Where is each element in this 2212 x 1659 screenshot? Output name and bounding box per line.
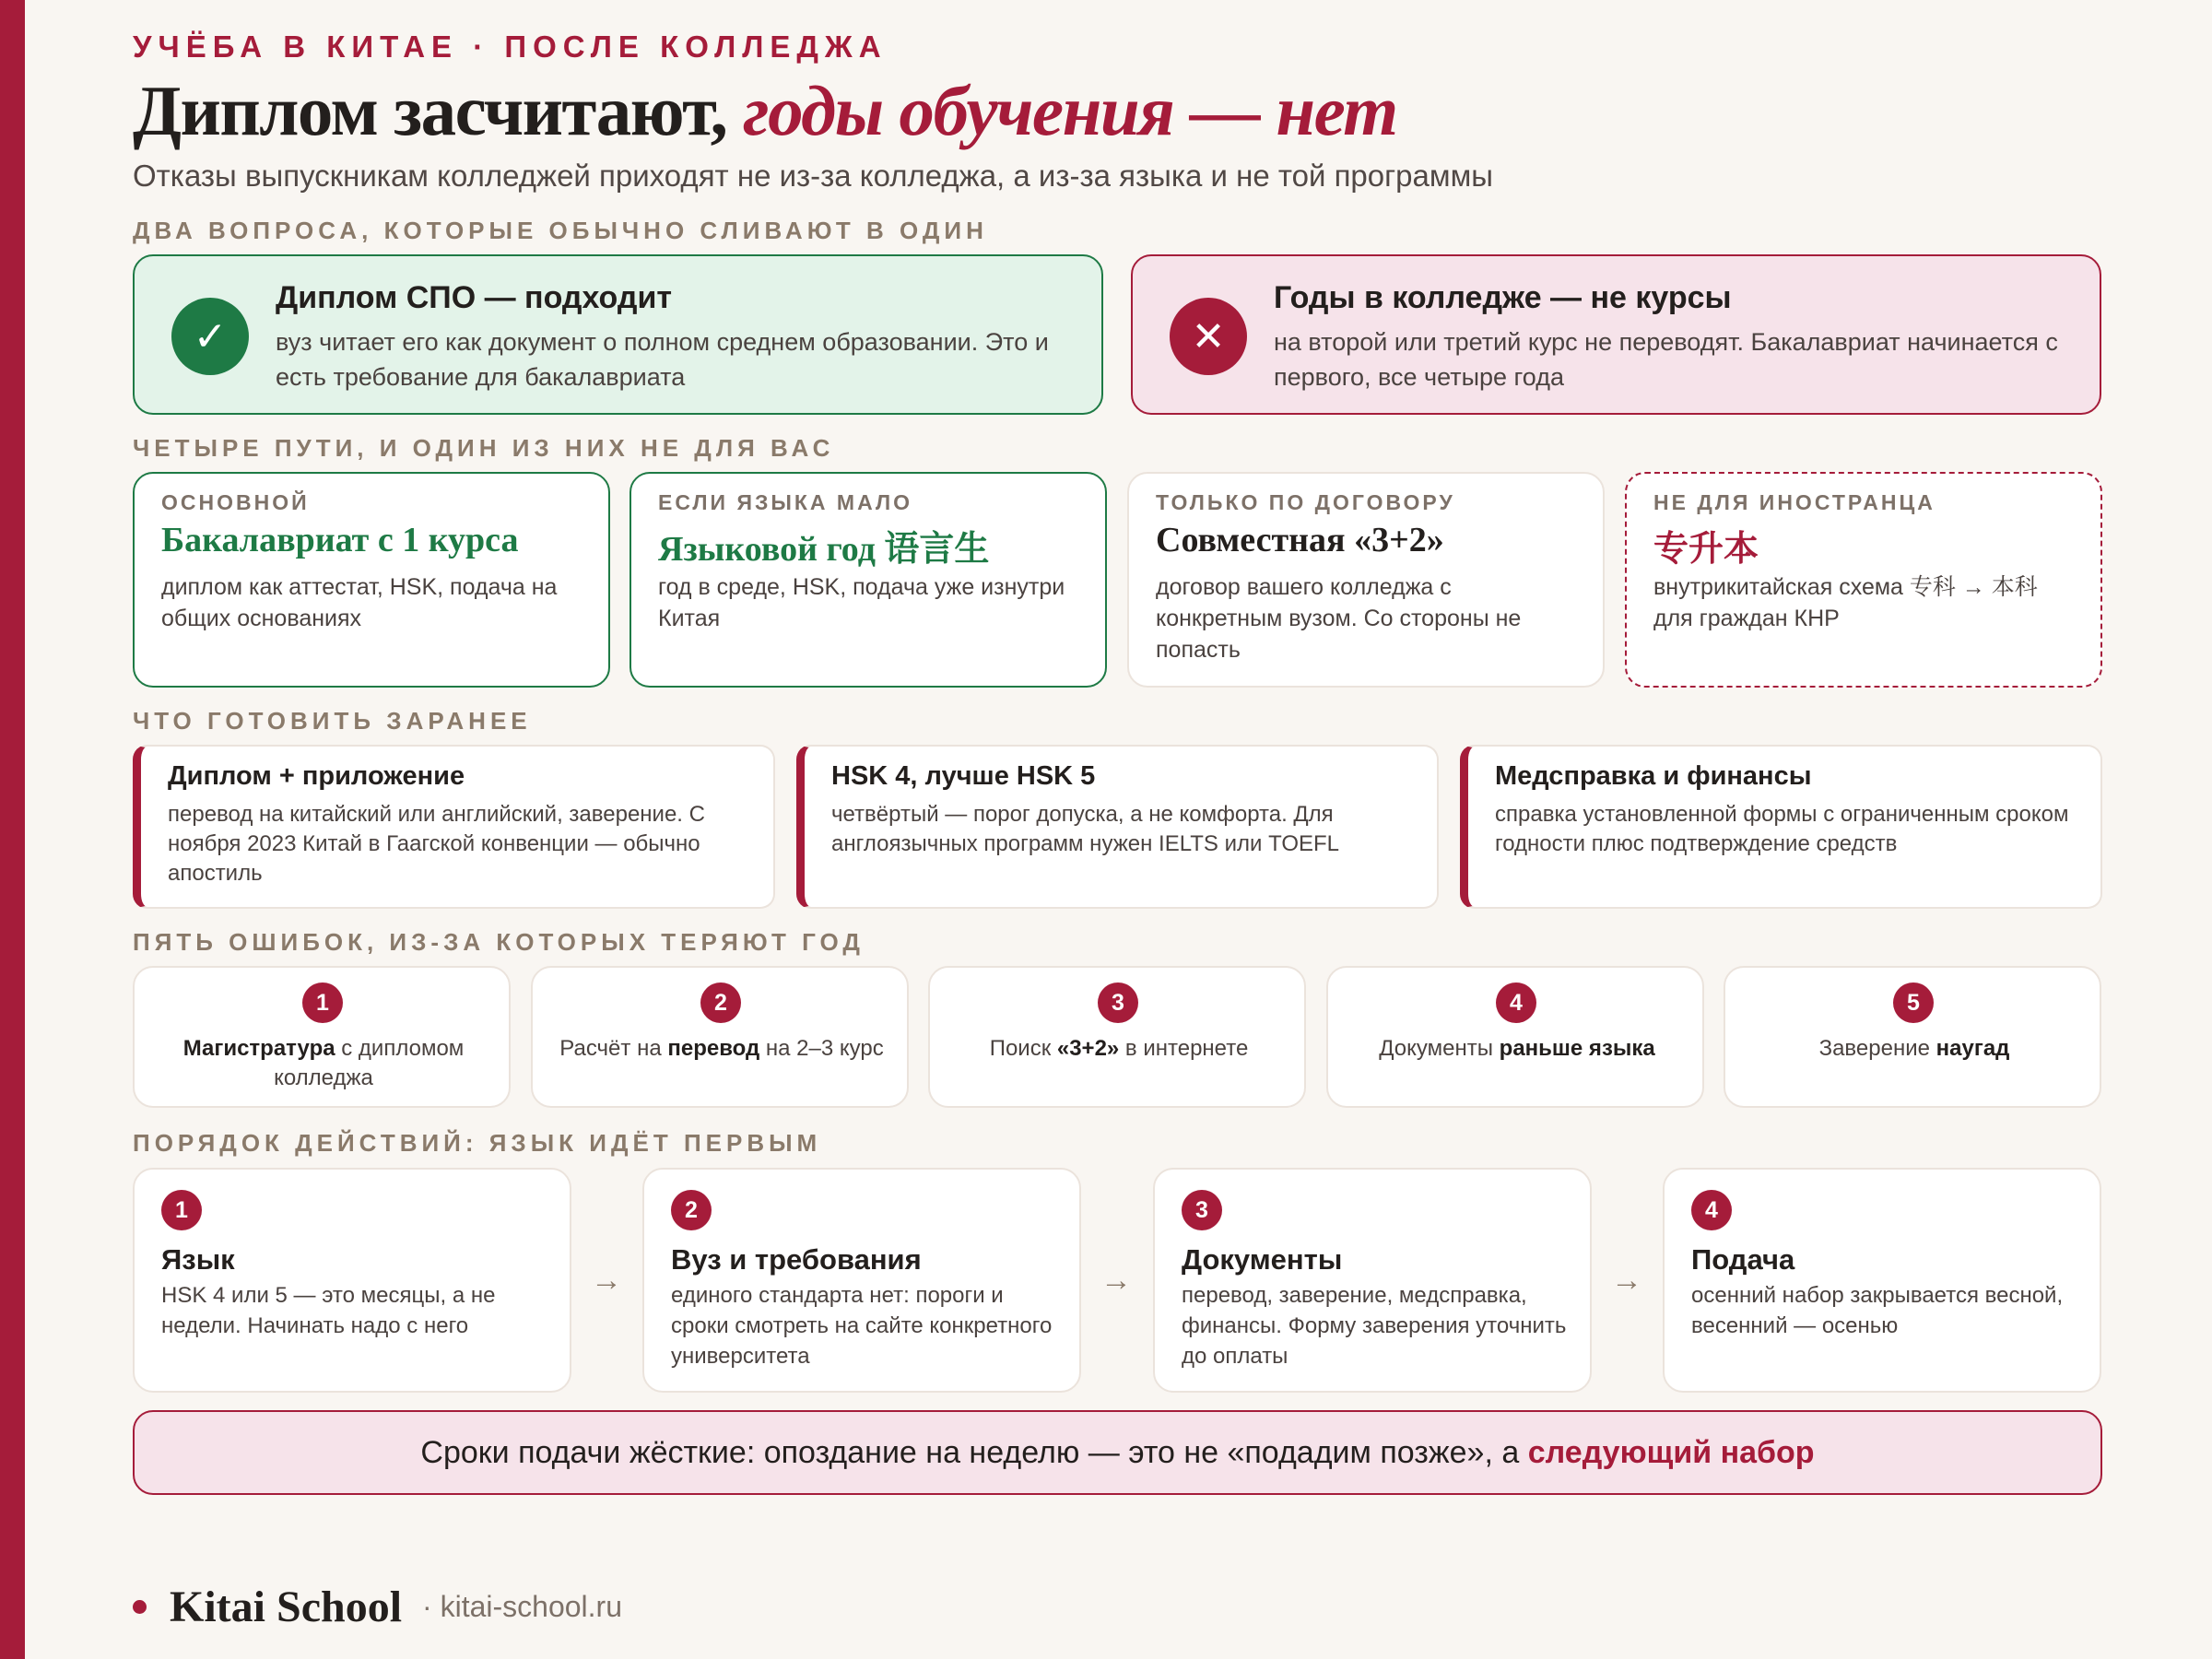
step-number-badge: 3 <box>1182 1190 1222 1230</box>
section-label-questions: ДВА ВОПРОСА, КОТОРЫЕ ОБЫЧНО СЛИВАЮТ В ОДИН <box>133 217 988 244</box>
arrow-right-icon: → <box>591 1263 622 1298</box>
path-heading: Языковой год 语言生 <box>658 530 990 569</box>
mistake-number-badge: 2 <box>700 982 741 1023</box>
step-card-submission <box>1663 1168 2101 1393</box>
deadline-banner <box>133 1410 2102 1495</box>
step-text: осенний набор закрывается весной, весенний — осенью <box>1691 1283 2064 1338</box>
question-text: вуз читает его как документ о полном среднем образовании. Это и есть требование для бакалавриата <box>276 328 1049 391</box>
bullet-dot-icon <box>133 1600 147 1614</box>
mistake-card <box>133 966 511 1108</box>
footer <box>133 1582 622 1632</box>
mistake-number-badge: 3 <box>1098 982 1138 1023</box>
prepare-card-hsk <box>796 745 1439 909</box>
mistake-card <box>531 966 909 1108</box>
mistake-number-badge: 5 <box>1893 982 1934 1023</box>
question-heading: Годы в колледже — не курсы <box>1274 280 1732 315</box>
step-card-university <box>642 1168 1081 1393</box>
question-card-diploma <box>133 254 1103 415</box>
step-text: HSK 4 или 5 — это месяцы, а не недели. Начинать надо с него <box>161 1283 496 1338</box>
path-text: диплом как аттестат, HSK, подача на общих основаниях <box>161 574 558 631</box>
cross-icon: ✕ <box>1170 298 1247 375</box>
path-tag: ОСНОВНОЙ <box>161 490 310 514</box>
prepare-heading: Диплом + приложение <box>168 761 465 791</box>
mistake-number-badge: 1 <box>302 982 343 1023</box>
mistake-text: Магистратура с дипломом колледжа <box>182 1036 465 1090</box>
path-text: внутрикитайская схема 专科 → 本科 для граждан КНР <box>1653 574 2038 631</box>
question-text: на второй или третий курс не переводят. Бакалавриат начинается с первого, все четыре года <box>1274 328 2058 391</box>
kicker: УЧЁБА В КИТАЕ · ПОСЛЕ КОЛЛЕДЖА <box>133 29 888 64</box>
mistake-text: Документы раньше языка <box>1379 1036 1655 1061</box>
arrow-right-icon: → <box>1611 1263 1642 1298</box>
step-number-badge: 4 <box>1691 1190 1732 1230</box>
mistake-text: Заверение наугад <box>1818 1036 2010 1061</box>
step-heading: Язык <box>161 1243 235 1276</box>
prepare-heading: Медсправка и финансы <box>1495 761 1812 791</box>
step-text: перевод, заверение, медсправка, финансы. Форму заверения уточнить до оплаты <box>1182 1283 1567 1369</box>
section-label-paths: ЧЕТЫРЕ ПУТИ, И ОДИН ИЗ НИХ НЕ ДЛЯ ВАС <box>133 434 835 462</box>
brand-logo: Kitai School <box>170 1583 403 1631</box>
path-heading: Совместная «3+2» <box>1156 521 1444 559</box>
mistake-text: Поиск «3+2» в интернете <box>989 1036 1249 1061</box>
path-heading: Бакалавриат с 1 курса <box>161 521 519 559</box>
path-tag: НЕ ДЛЯ ИНОСТРАНЦА <box>1653 490 1936 514</box>
path-tag: ТОЛЬКО ПО ДОГОВОРУ <box>1156 490 1455 514</box>
path-text: договор вашего колледжа с конкретным вузом. Со стороны не попасть <box>1156 574 1522 663</box>
prepare-card-medical <box>1460 745 2102 909</box>
path-heading: 专升本 <box>1653 530 1759 569</box>
title-main: Диплом засчитают, <box>133 71 744 150</box>
step-number-badge: 1 <box>161 1190 202 1230</box>
mistake-number-badge: 4 <box>1496 982 1536 1023</box>
section-label-steps: ПОРЯДОК ДЕЙСТВИЙ: ЯЗЫК ИДЁТ ПЕРВЫМ <box>133 1129 822 1157</box>
mistake-card <box>1326 966 1704 1108</box>
path-card-language-year <box>629 472 1107 688</box>
path-card-zhuanshengben <box>1625 472 2102 688</box>
check-icon: ✓ <box>171 298 249 375</box>
question-heading: Диплом СПО — подходит <box>276 280 673 315</box>
step-number-badge: 2 <box>671 1190 712 1230</box>
section-label-prepare: ЧТО ГОТОВИТЬ ЗАРАНЕЕ <box>133 707 532 735</box>
step-heading: Вуз и требования <box>671 1243 922 1276</box>
mistake-card <box>928 966 1306 1108</box>
prepare-text: перевод на китайский или английский, заверение. С ноября 2023 Китай в Гаагской конвенции — обычно апостиль <box>168 802 705 886</box>
section-label-mistakes: ПЯТЬ ОШИБОК, ИЗ-ЗА КОТОРЫХ ТЕРЯЮТ ГОД <box>133 928 865 956</box>
prepare-card-diploma <box>133 745 775 909</box>
prepare-text: четвёртый — порог допуска, а не комфорта. Для англоязычных программ нужен IELTS или TOEFL <box>831 802 1340 856</box>
step-text: единого стандарта нет: пороги и сроки смотреть на сайте конкретного университета <box>671 1283 1053 1369</box>
step-heading: Документы <box>1182 1243 1343 1276</box>
step-card-documents <box>1153 1168 1592 1393</box>
path-tag: ЕСЛИ ЯЗЫКА МАЛО <box>658 490 913 514</box>
step-heading: Подача <box>1691 1243 1795 1276</box>
site-link[interactable]: · kitai-school.ru <box>422 1590 622 1623</box>
left-accent-bar <box>0 0 25 1659</box>
path-card-bachelor <box>133 472 610 688</box>
arrow-right-icon: → <box>1100 1263 1132 1298</box>
path-text: год в среде, HSK, подача уже изнутри Китая <box>658 574 1065 631</box>
page-title <box>133 72 1397 150</box>
deadline-highlight: следующий набор <box>1527 1434 1815 1470</box>
step-card-language <box>133 1168 571 1393</box>
title-accent: годы обучения — нет <box>743 71 1397 150</box>
prepare-text: справка установленной формы с ограниченным сроком годности плюс подтверждение средств <box>1495 802 2069 856</box>
path-card-joint <box>1127 472 1605 688</box>
question-card-years <box>1131 254 2101 415</box>
deadline-text: Сроки подачи жёсткие: опоздание на неделю — это не «подадим позже», а <box>420 1434 1528 1470</box>
mistake-text: Расчёт на перевод на 2–3 курс <box>559 1036 884 1061</box>
subtitle: Отказы выпускникам колледжей приходят не из-за колледжа, а из-за языка и не той программы <box>133 159 1493 193</box>
mistake-card <box>1724 966 2101 1108</box>
prepare-heading: HSK 4, лучше HSK 5 <box>831 761 1096 791</box>
